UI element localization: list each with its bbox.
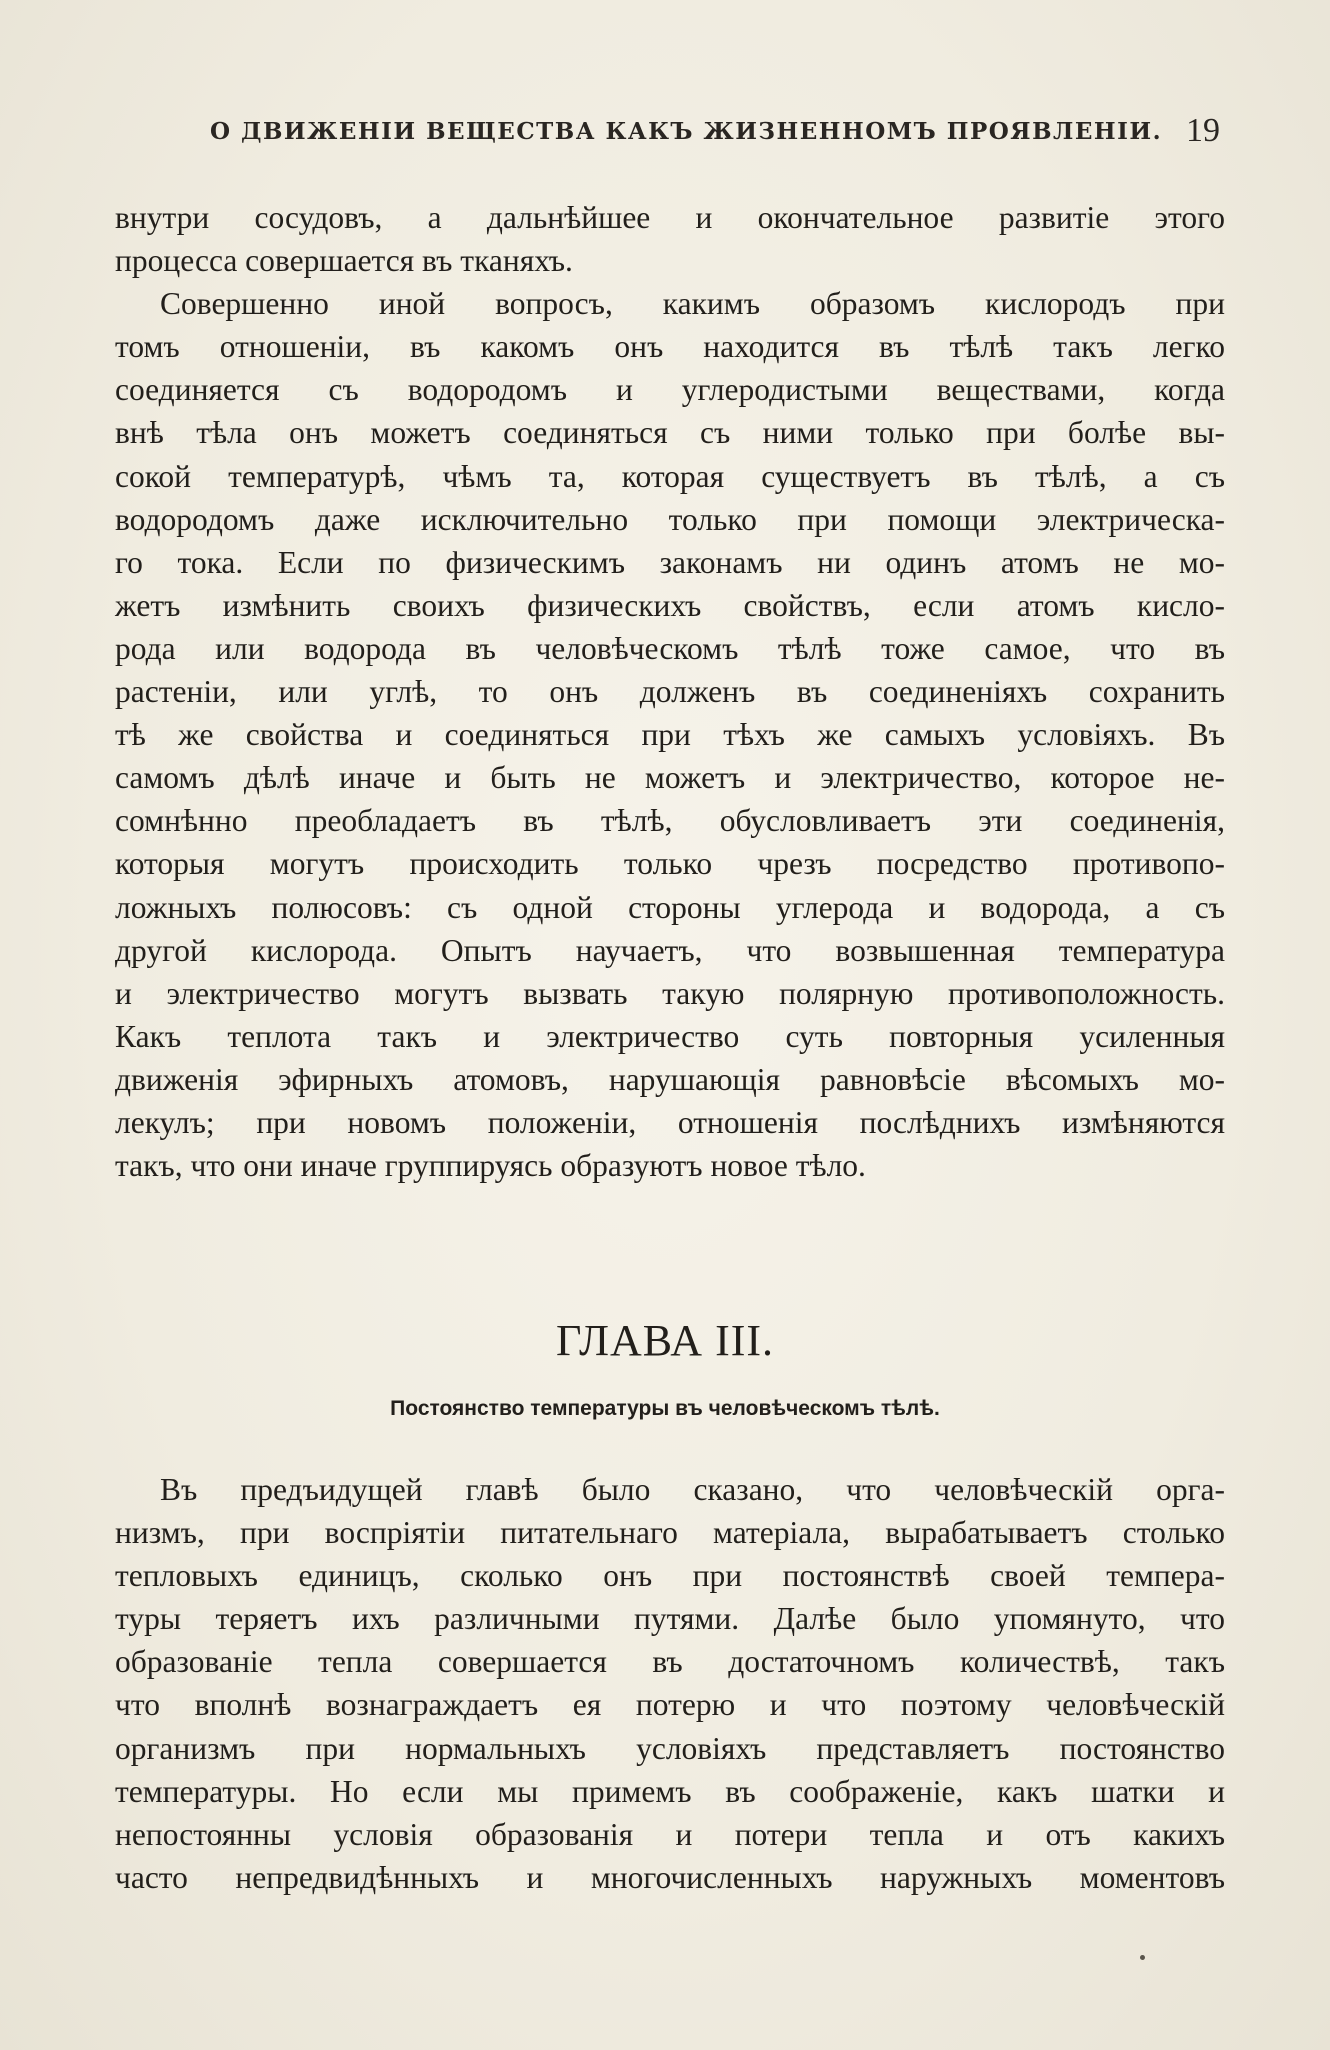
text-line: томъ отношеніи, въ какомъ онъ находится въ тѣлѣ такъ легко: [115, 329, 1225, 365]
text-line: водородомъ даже исключительно только при помощи электрическа-: [115, 501, 1225, 537]
text-line: сомнѣнно преобладаетъ въ тѣлѣ, обусловливаетъ эти соединенія,: [115, 803, 1225, 839]
text-line: соединяется съ водородомъ и углеродистыми веществами, когда: [115, 372, 1225, 408]
text-line: движенія эфирныхъ атомовъ, нарушающія равновѣсіе вѣсомыхъ мо-: [115, 1061, 1225, 1097]
section-1-text: [115, 196, 1225, 1187]
text-line: внѣ тѣла онъ можетъ соединяться съ ними только при болѣе вы-: [115, 415, 1225, 451]
text-line: ложныхъ полюсовъ: съ одной стороны углерода и водорода, а съ: [115, 889, 1225, 925]
ink-speck: [1140, 1955, 1145, 1960]
text-line: и электричество могутъ вызвать такую полярную противоположность.: [115, 975, 1225, 1011]
text-line: го тока. Если по физическимъ законамъ ни одинъ атомъ не мо-: [115, 544, 1225, 580]
text-line: тепловыхъ единицъ, сколько онъ при постоянствѣ своей темпера-: [115, 1558, 1225, 1594]
text-line: температуры. Но если мы примемъ въ соображеніе, какъ шатки и: [115, 1773, 1225, 1809]
text-line: Совершенно иной вопросъ, какимъ образомъ кислородъ при: [160, 286, 1225, 322]
text-line: низмъ, при воспріятіи питательнаго матеріала, вырабатываетъ столько: [115, 1515, 1225, 1551]
text-line: растеніи, или углѣ, то онъ долженъ въ соединеніяхъ сохранить: [115, 674, 1225, 710]
text-line: часто непредвидѣнныхъ и многочисленныхъ наружныхъ моментовъ: [115, 1859, 1225, 1895]
text-line: рода или водорода въ человѣческомъ тѣлѣ тоже самое, что въ: [115, 630, 1225, 666]
text-line: другой кислорода. Опытъ научаетъ, что возвышенная температура: [115, 932, 1225, 968]
text-line: лекулъ; при новомъ положеніи, отношенія послѣднихъ измѣняются: [115, 1104, 1225, 1140]
text-line: непостоянны условія образованія и потери тепла и отъ какихъ: [115, 1816, 1225, 1852]
chapter-subtitle: Постоянство температуры въ человѣческомъ тѣлѣ.: [390, 1397, 940, 1420]
page-number: 19: [1186, 112, 1220, 149]
text-line: такъ, что они иначе группируясь образуютъ новое тѣло.: [115, 1148, 866, 1184]
text-line: самомъ дѣлѣ иначе и быть не можетъ и электричество, которое не-: [115, 760, 1225, 796]
text-line: сокой температурѣ, чѣмъ та, которая существуетъ въ тѣлѣ, а съ: [115, 458, 1225, 494]
text-line: Какъ теплота такъ и электричество суть повторныя усиленныя: [115, 1018, 1225, 1054]
text-line: тѣ же свойства и соединяться при тѣхъ же самыхъ условіяхъ. Въ: [115, 717, 1225, 753]
text-line: процесса совершается въ тканяхъ.: [115, 243, 573, 279]
text-line: что вполнѣ вознаграждаетъ ея потерю и что поэтому человѣческій: [115, 1687, 1225, 1723]
text-line: жетъ измѣнить своихъ физическихъ свойствъ, если атомъ кисло-: [115, 587, 1225, 623]
text-line: образованіе тепла совершается въ достаточномъ количествѣ, такъ: [115, 1644, 1225, 1680]
text-line: которыя могутъ происходить только чрезъ посредство противопо-: [115, 846, 1225, 882]
text-line: организмъ при нормальныхъ условіяхъ представляетъ постоянство: [115, 1730, 1225, 1766]
text-line: Въ предъидущей главѣ было сказано, что человѣческій орга-: [160, 1472, 1225, 1507]
chapter-title: ГЛАВА III.: [555, 1316, 775, 1365]
section-2-text: [115, 1468, 1225, 1899]
running-head: О ДВИЖЕНІИ ВЕЩЕСТВА КАКЪ ЖИЗНЕННОМЪ ПРОЯВЛЕНІИ.: [210, 118, 1163, 145]
text-line: туры теряетъ ихъ различными путями. Далѣе было упомянуто, что: [115, 1601, 1225, 1637]
text-line: внутри сосудовъ, а дальнѣйшее и окончательное развитіе этого: [115, 200, 1225, 235]
